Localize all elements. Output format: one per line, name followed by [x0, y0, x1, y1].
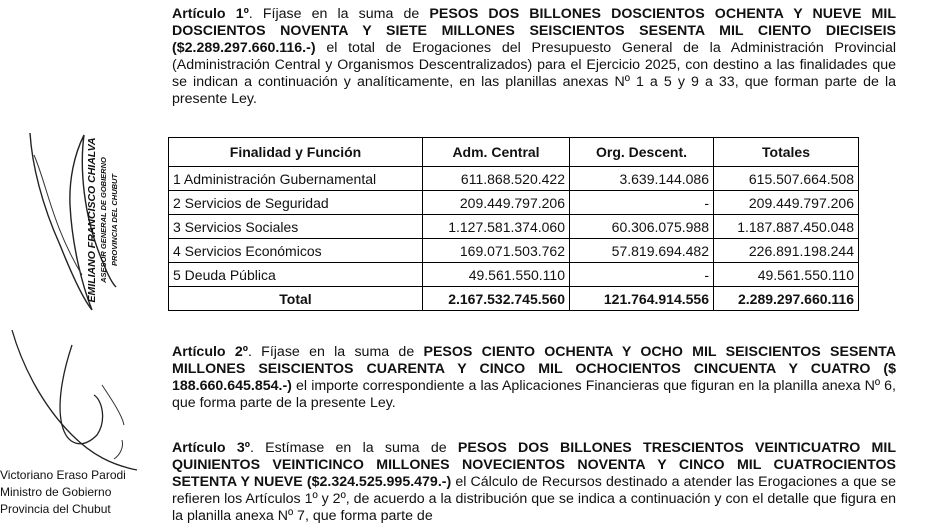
- row-label: 5 Deuda Pública: [169, 263, 423, 287]
- article-2: [172, 344, 896, 412]
- minister-name: Victoriano Eraso Parodi: [0, 468, 126, 482]
- cell-adm-central: 209.449.797.206: [423, 191, 570, 215]
- article-3-text-start: . Estímase en la suma de: [249, 440, 458, 456]
- total-adm-central: 2.167.532.745.560: [423, 287, 570, 311]
- article-3-heading: Artículo 3º: [172, 440, 250, 456]
- header-totales: Totales: [714, 138, 859, 167]
- cell-adm-central: 611.868.520.422: [423, 167, 570, 191]
- minister-signature-block: [0, 467, 170, 518]
- row-label: 4 Servicios Económicos: [169, 239, 423, 263]
- table-total-row: [169, 287, 859, 311]
- minister-role: Ministro de Gobierno: [0, 485, 112, 499]
- article-2-heading: Artículo 2º: [172, 344, 248, 360]
- table-row: [169, 263, 859, 287]
- table-row: [169, 215, 859, 239]
- article-3-amount: PESOS DOS BILLONES TRESCIENTOS VEINTICUATRO MIL QUINIENTOS VEINTICINCO MILLONES NOVECIENTOS NOVENTA Y CINCO MIL CUATROCIENTOS SETENTA Y NUEVE ($2.324.525.995.479.-): [172, 440, 896, 490]
- stamp-name: EMILIANO FRANCISCO CHIALVA: [86, 137, 98, 303]
- stamp-province: PROVINCIA DEL CHUBUT: [110, 173, 119, 267]
- cell-org-descent: -: [570, 263, 714, 287]
- header-org-descent: Org. Descent.: [570, 138, 714, 167]
- row-label: 1 Administración Gubernamental: [169, 167, 423, 191]
- budget-table: [168, 137, 859, 311]
- official-stamp: [87, 130, 137, 310]
- table-row: [169, 239, 859, 263]
- cell-org-descent: 3.639.144.086: [570, 167, 714, 191]
- article-2-text-start: . Fíjase en la suma de: [247, 344, 424, 360]
- cell-total: 615.507.664.508: [714, 167, 859, 191]
- article-3: [172, 440, 896, 525]
- row-label: 2 Servicios de Seguridad: [169, 191, 423, 215]
- cell-total: 49.561.550.110: [714, 263, 859, 287]
- article-1-heading: Artículo 1º: [172, 6, 249, 22]
- table-row: [169, 191, 859, 215]
- minister-province: Provincia del Chubut: [0, 502, 111, 516]
- article-2-text-end: el importe correspondiente a las Aplicaciones Financieras que figuran en la planilla anexa Nº 6, que forma parte de la presente Ley.: [172, 378, 896, 411]
- article-1: [172, 6, 896, 108]
- signature-minister: [2, 325, 152, 475]
- cell-adm-central: 169.071.503.762: [423, 239, 570, 263]
- cell-org-descent: 57.819.694.482: [570, 239, 714, 263]
- total-label: Total: [169, 287, 423, 311]
- article-1-amount: PESOS DOS BILLONES DOSCIENTOS OCHENTA Y NUEVE MIL DOSCIENTOS NOVENTA Y SIETE MILLONES SEISCIENTOS SESENTA MIL CIENTO DIECISEIS ($2.289.297.660.116.-): [172, 6, 896, 56]
- cell-adm-central: 1.127.581.374.060: [423, 215, 570, 239]
- cell-org-descent: -: [570, 191, 714, 215]
- table-row: [169, 167, 859, 191]
- cell-total: 226.891.198.244: [714, 239, 859, 263]
- cell-org-descent: 60.306.075.988: [570, 215, 714, 239]
- stamp-role: ASESOR GENERAL DE GOBIERNO: [99, 157, 108, 283]
- cell-total: 1.187.887.450.048: [714, 215, 859, 239]
- cell-adm-central: 49.561.550.110: [423, 263, 570, 287]
- header-adm-central: Adm. Central: [423, 138, 570, 167]
- header-finalidad: Finalidad y Función: [169, 138, 423, 167]
- row-label: 3 Servicios Sociales: [169, 215, 423, 239]
- article-3-text-end: el Cálculo de Recursos destinado a atender las Erogaciones a que se refieren los Artículos 1º y 2º, de acuerdo a la distribución que se indica a continuación y con el detalle que figura en la planilla anexa Nº 7, que forma parte de: [172, 474, 896, 524]
- article-1-text-start: . Fíjase en la suma de: [248, 6, 430, 22]
- article-1-text-end: el total de Erogaciones del Presupuesto General de la Administración Provincial (Administración Central y Organismos Descentralizados) para el Ejercicio 2025, con destino a las finalidades que se indican a continuación y analíticamente, en las planillas anexas Nº 1 a 5 y 9 a 33, que forman parte de la presente Ley.: [172, 40, 896, 107]
- cell-total: 209.449.797.206: [714, 191, 859, 215]
- total-org-descent: 121.764.914.556: [570, 287, 714, 311]
- article-2-amount: PESOS CIENTO OCHENTA Y OCHO MIL SEISCIENTOS SESENTA MILLONES SEISCIENTOS CUARENTA Y CINCO MIL OCHOCIENTOS CINCUENTA Y CUATRO ($ 188.660.645.854.-): [172, 344, 896, 394]
- total-totales: 2.289.297.660.116: [714, 287, 859, 311]
- table-header-row: [169, 138, 859, 167]
